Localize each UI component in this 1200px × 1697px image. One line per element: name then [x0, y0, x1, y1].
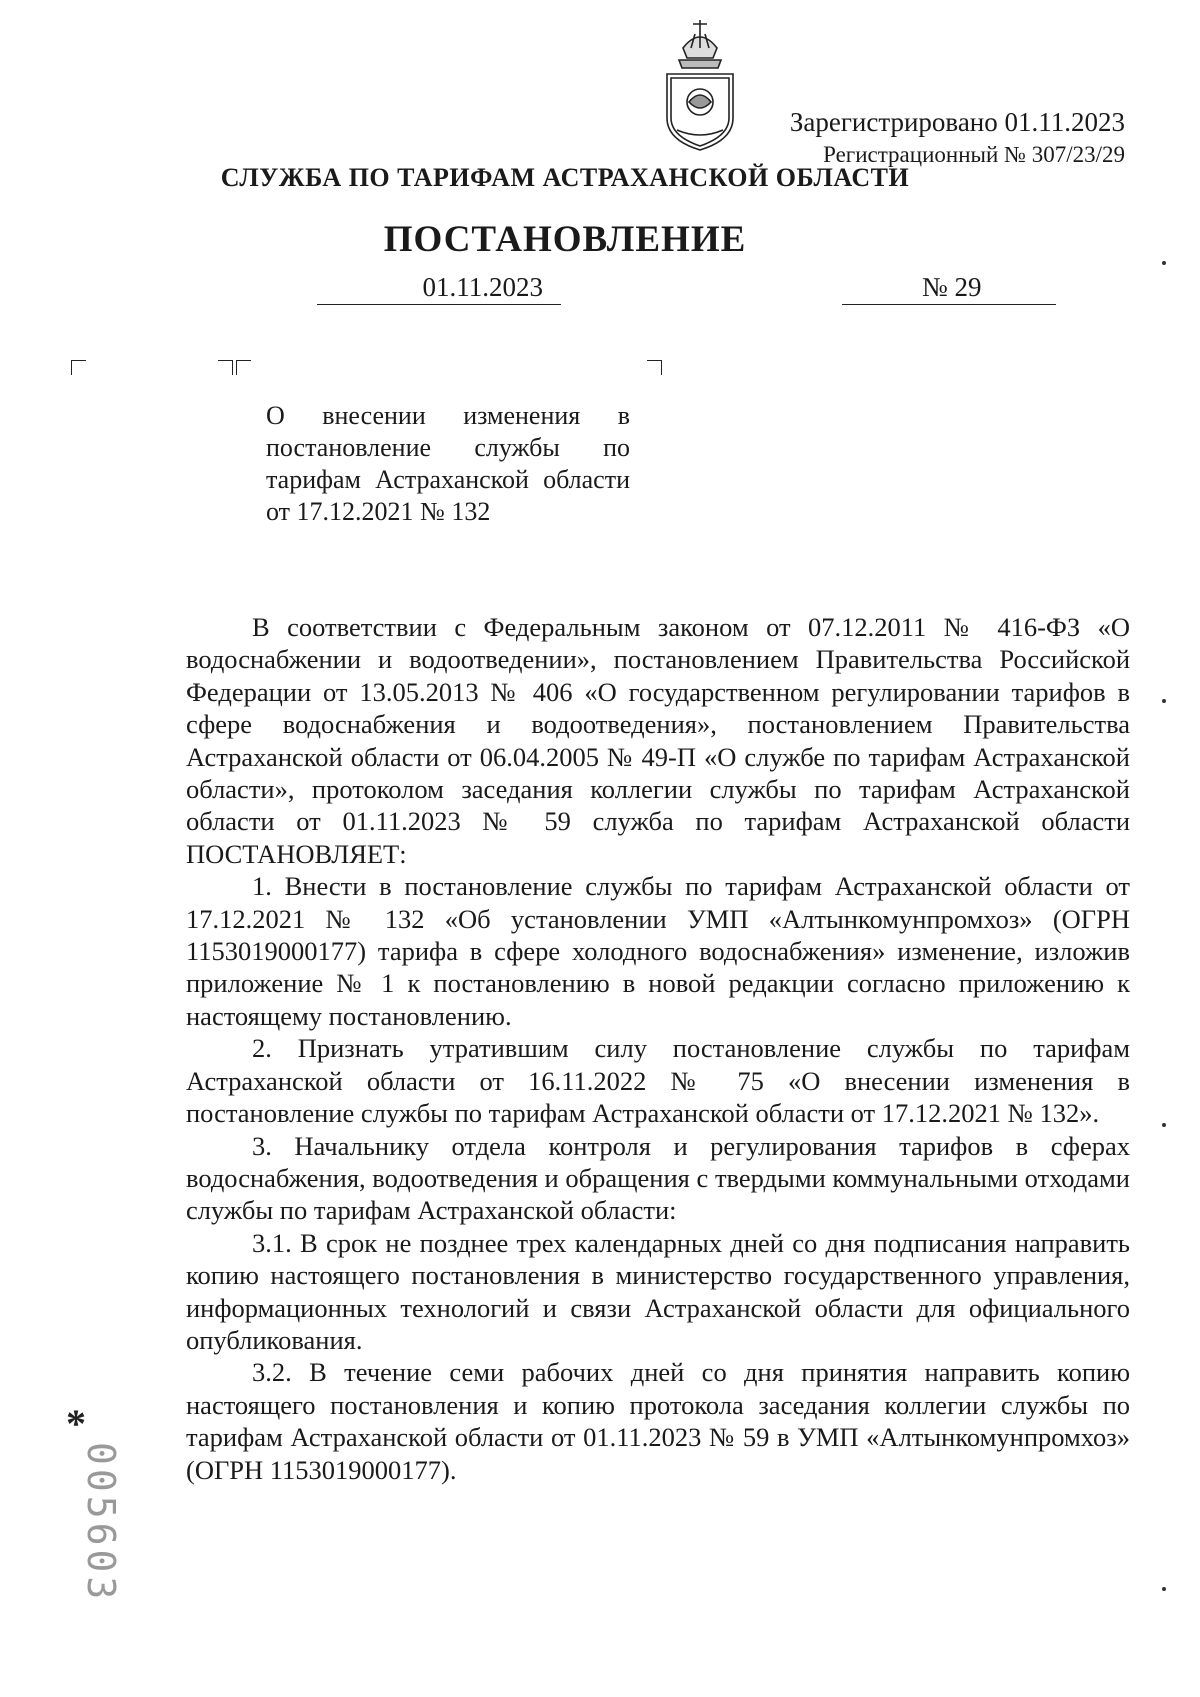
- scan-speck: [1162, 1587, 1166, 1591]
- document-type: ПОСТАНОВЛЕНИЕ: [383, 219, 747, 260]
- body-paragraph: В соответствии с Федеральным законом от 07.12.2011 № 416-ФЗ «О водоснабжении и водоотведении», постановлением Правительства Российской Федерации от 13.05.2013 № 406 «О государственном регулировании тарифов в сфере водоснабжения и водоотведения», постановлением Правительства Астраханской области от 06.04.2005 № 49-П «О службе по тарифам Астраханской области», протоколом заседания коллегии службы по тарифам Астраханской области от 01.11.2023 № 59 служба по тарифам Астраханской области ПОСТАНОВЛЯЕТ:: [186, 612, 1130, 869]
- registration-stamp: [790, 104, 1125, 170]
- document-date: [317, 270, 561, 305]
- scan-speck: [1162, 1123, 1166, 1127]
- document-subject: О внесении изменения в постановление службы по тарифам Астраханской области от 17.12.2021 № 132: [266, 401, 630, 526]
- bracket-corner: [647, 360, 662, 375]
- bracket-corner: [71, 360, 86, 375]
- body-paragraph: 3.1. В срок не позднее трех календарных дней со дня подписания направить копию настоящего постановления в министерство государственного управления, информационных технологий и связи Астраханской области для официального опубликования.: [186, 1227, 1130, 1355]
- registration-date: Зарегистрировано 01.11.2023: [789, 107, 1125, 137]
- bracket-corner: [218, 360, 233, 375]
- document-number: [842, 270, 1056, 305]
- asterisk-mark: *: [66, 1401, 86, 1446]
- document-number-value: № 29: [922, 272, 982, 302]
- body-paragraph: 3.2. В течение семи рабочих дней со дня принятия направить копию настоящего постановления и копию протокола заседания коллегии службы по тарифам Астраханской области от 01.11.2023 № 59 в УМП «Алтынкомунпромхоз» (ОГРН 1153019000177).: [186, 1357, 1130, 1485]
- organization-name: СЛУЖБА ПО ТАРИФАМ АСТРАХАНСКОЙ ОБЛАСТИ: [220, 163, 910, 192]
- body-paragraph: 3. Начальнику отдела контроля и регулирования тарифов в сферах водоснабжения, водоотведения и обращения с твердыми коммунальными отходами службы по тарифам Астраханской области:: [186, 1130, 1130, 1226]
- bracket-corner: [236, 360, 251, 375]
- scan-speck: [1162, 699, 1166, 703]
- body-paragraph: 1. Внести в постановление службы по тарифам Астраханской области от 17.12.2021 № 132 «Об установлении УМП «Алтынкомунпромхоз» (ОГРН 1153019000177) тарифа в сфере холодного водоснабжения» изменение, изложив приложение № 1 к постановлению в новой редакции согласно приложению к настоящему постановлению.: [186, 871, 1130, 1031]
- registration-number: Регистрационный № 307/23/29: [823, 142, 1125, 167]
- document-body: [186, 611, 1130, 1486]
- coat-of-arms-icon: [655, 18, 745, 158]
- serial-number: 005603: [79, 1442, 123, 1604]
- document-date-value: 01.11.2023: [422, 272, 543, 302]
- body-paragraph: 2. Признать утратившим силу постановление службы по тарифам Астраханской области от 16.11.2022 № 75 «О внесении изменения в постановление службы по тарифам Астраханской области от 17.12.2021 № 132».: [186, 1033, 1130, 1129]
- scan-speck: [1162, 261, 1166, 265]
